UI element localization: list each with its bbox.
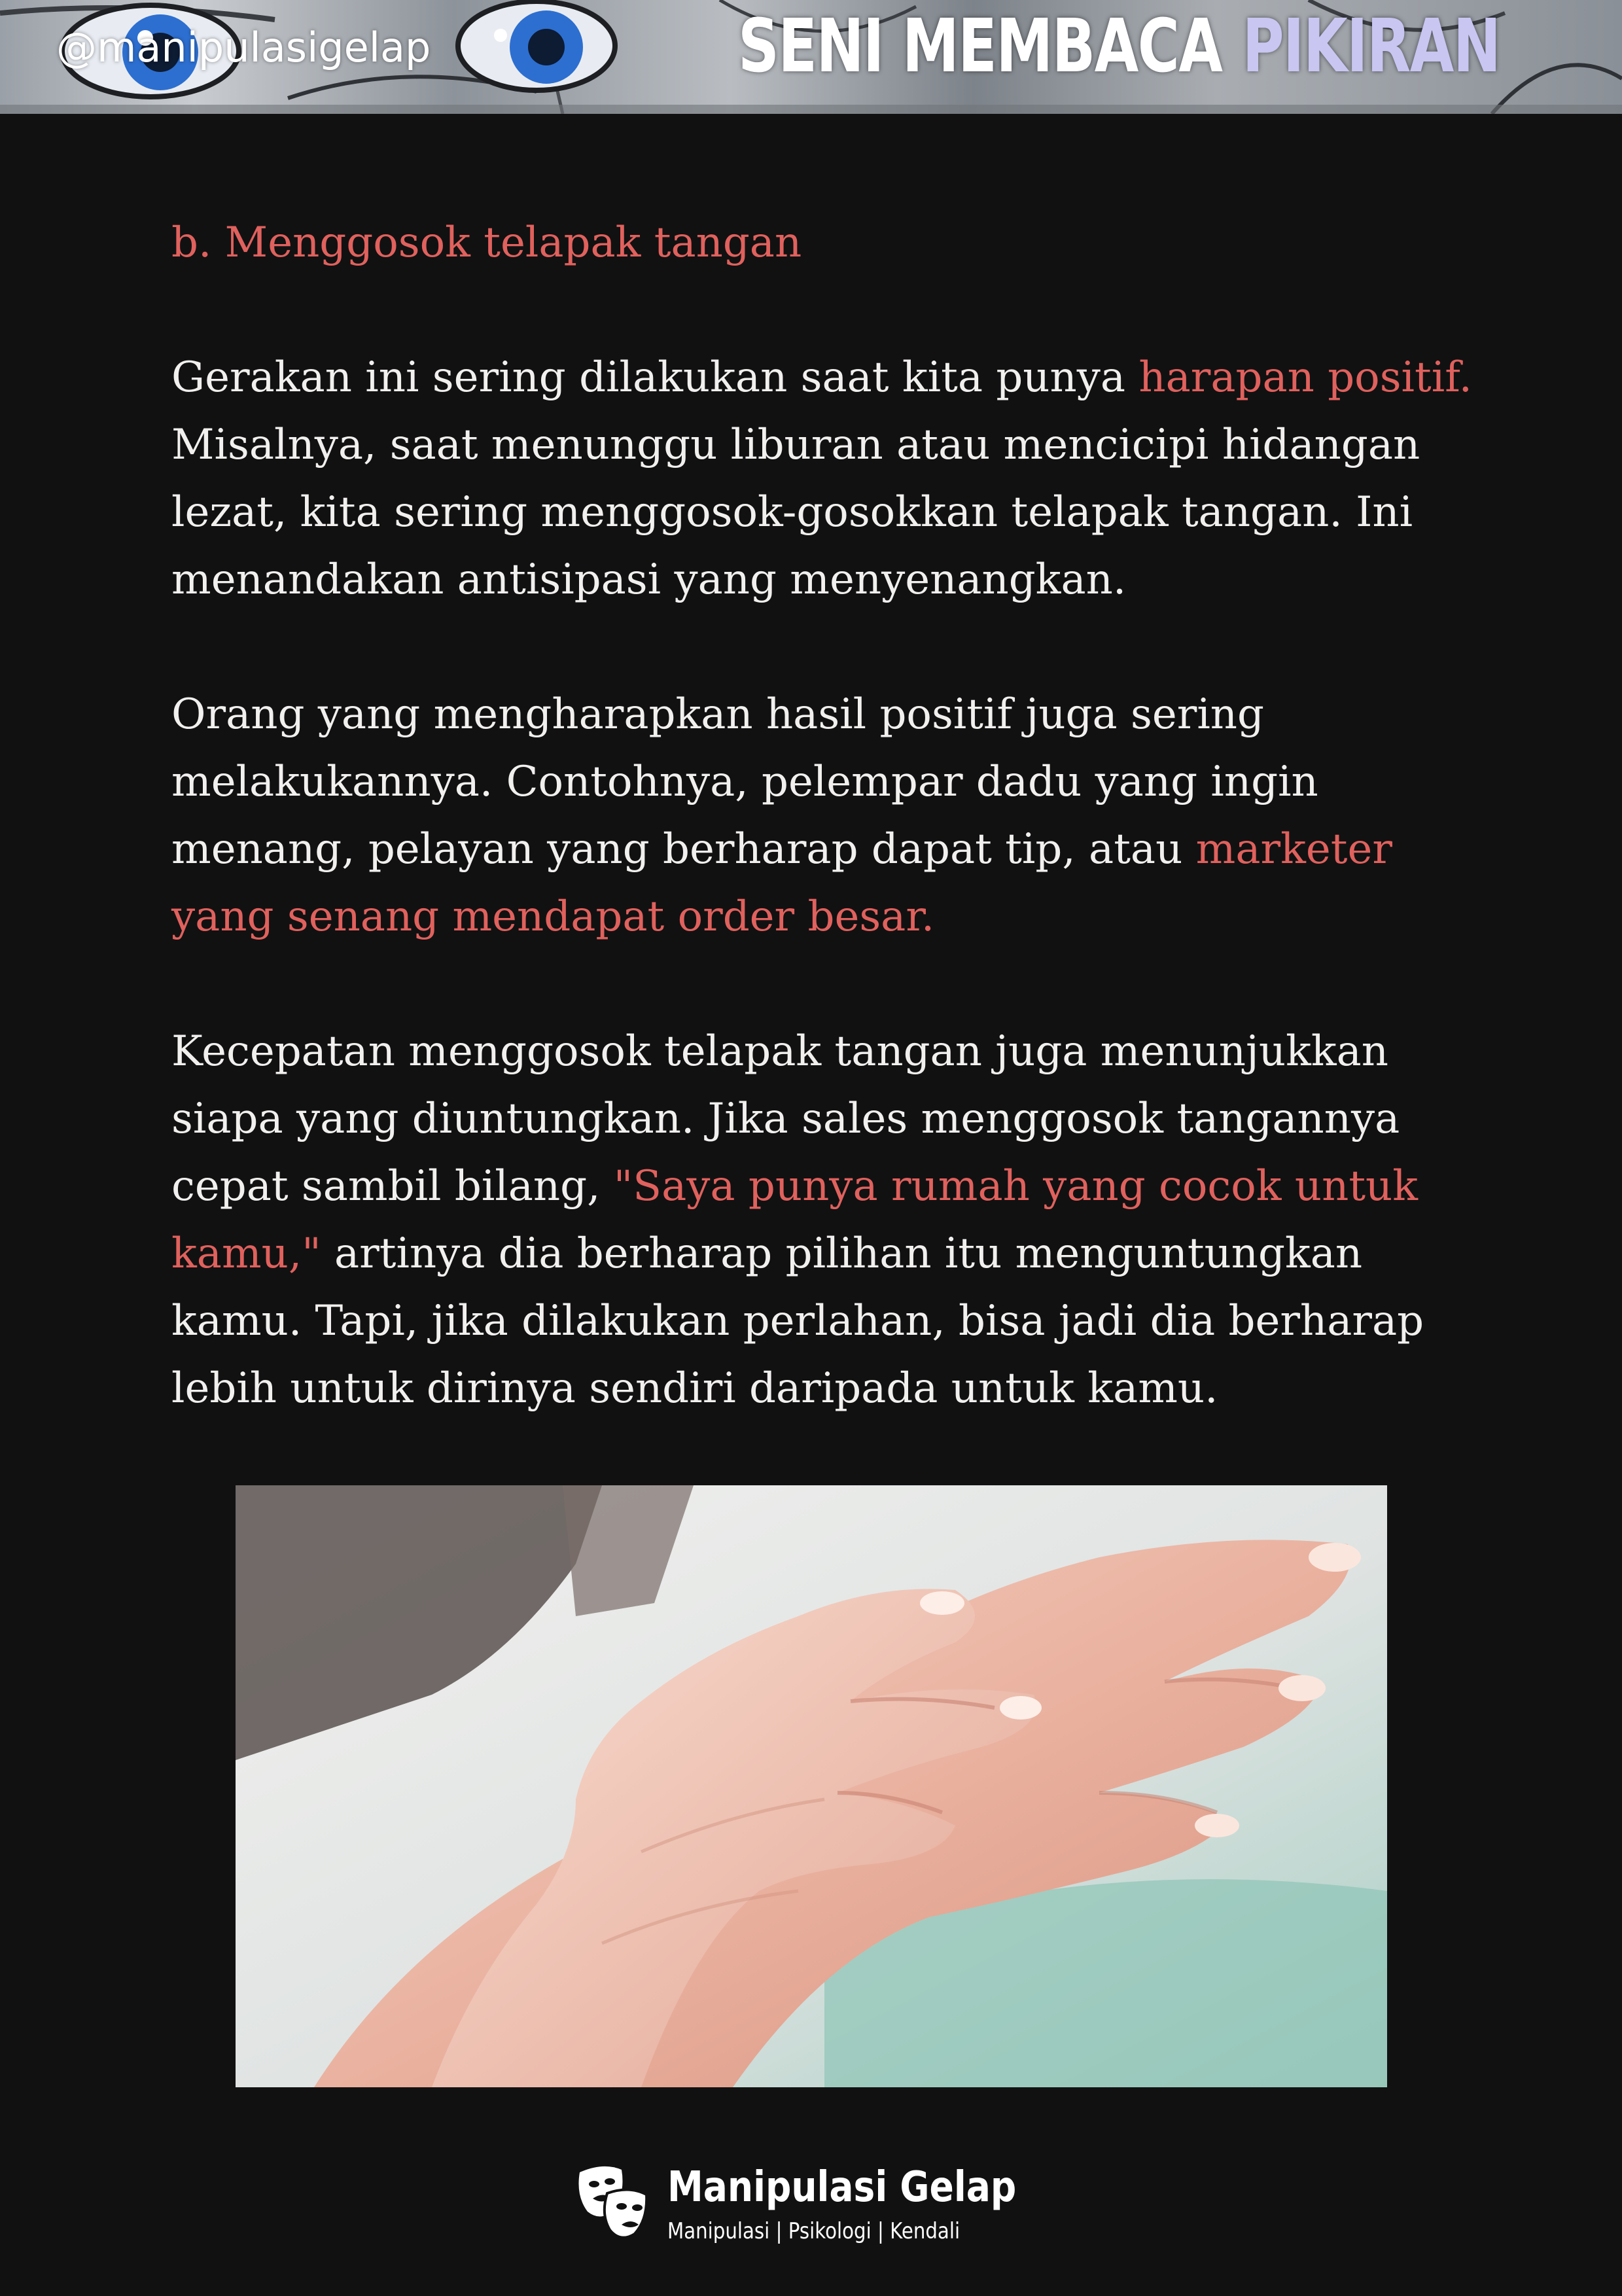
text-span: menang, pelayan yang berharap dapat tip, atau (171, 825, 1196, 874)
header-banner (0, 0, 1622, 114)
highlight-text: marketer (1195, 825, 1392, 874)
highlight-text: yang senang mendapat order besar. (171, 892, 935, 941)
section-subtitle: b. Menggosok telapak tangan (171, 219, 802, 267)
hands-photo (236, 1485, 1387, 2087)
text-span: cepat sambil bilang, (171, 1162, 614, 1210)
account-handle: @manipulasigelap (56, 24, 431, 71)
text-line: kamu. Tapi, jika dilakukan perlahan, bisa jadi dia berharap (171, 1297, 1424, 1345)
text-line (171, 1220, 1493, 1288)
text-line (171, 1153, 1493, 1220)
text-line: Kecepatan menggosok telapak tangan juga menunjukkan (171, 1027, 1388, 1076)
highlight-text: "Saya punya rumah yang cocok untuk (613, 1162, 1419, 1210)
banner-title-part1: SENI MEMBACA (738, 4, 1222, 89)
text-line: melakukannya. Contohnya, pelempar dadu yang ingin (171, 758, 1318, 806)
highlight-text: harapan positif. (1138, 353, 1472, 402)
brand-name: Manipulasi Gelap (667, 2163, 1017, 2212)
banner-title-part2: PIKIRAN (1242, 4, 1500, 89)
highlight-text: kamu," (171, 1229, 321, 1278)
text-line: lebih untuk dirinya sendiri daripada untuk kamu. (171, 1364, 1218, 1413)
footer-brand (571, 2157, 1068, 2248)
text-line (171, 344, 1493, 412)
paragraph-1 (171, 344, 1493, 614)
text-span: artinya dia berharap pilihan itu menguntungkan (321, 1229, 1363, 1278)
banner-title (738, 4, 1500, 89)
text-line: Orang yang mengharapkan hasil positif juga sering (171, 690, 1264, 739)
paragraph-2 (171, 681, 1493, 951)
text-line (171, 816, 1493, 883)
text-line: siapa yang diuntungkan. Jika sales menggosok tangannya (171, 1095, 1400, 1143)
article-body (171, 209, 1493, 1422)
theater-masks-icon (571, 2159, 656, 2244)
text-line: Misalnya, saat menunggu liburan atau mencicipi hidangan (171, 421, 1420, 469)
rubbing-hands-illustration (236, 1485, 1387, 2087)
text-line: menandakan antisipasi yang menyenangkan. (171, 556, 1127, 604)
text-line: lezat, kita sering menggosok-gosokkan telapak tangan. Ini (171, 488, 1413, 537)
text-span: Gerakan ini sering dilakukan saat kita punya (171, 353, 1139, 402)
paragraph-3 (171, 1018, 1493, 1422)
brand-tagline: Manipulasi | Psikologi | Kendali (667, 2218, 961, 2244)
